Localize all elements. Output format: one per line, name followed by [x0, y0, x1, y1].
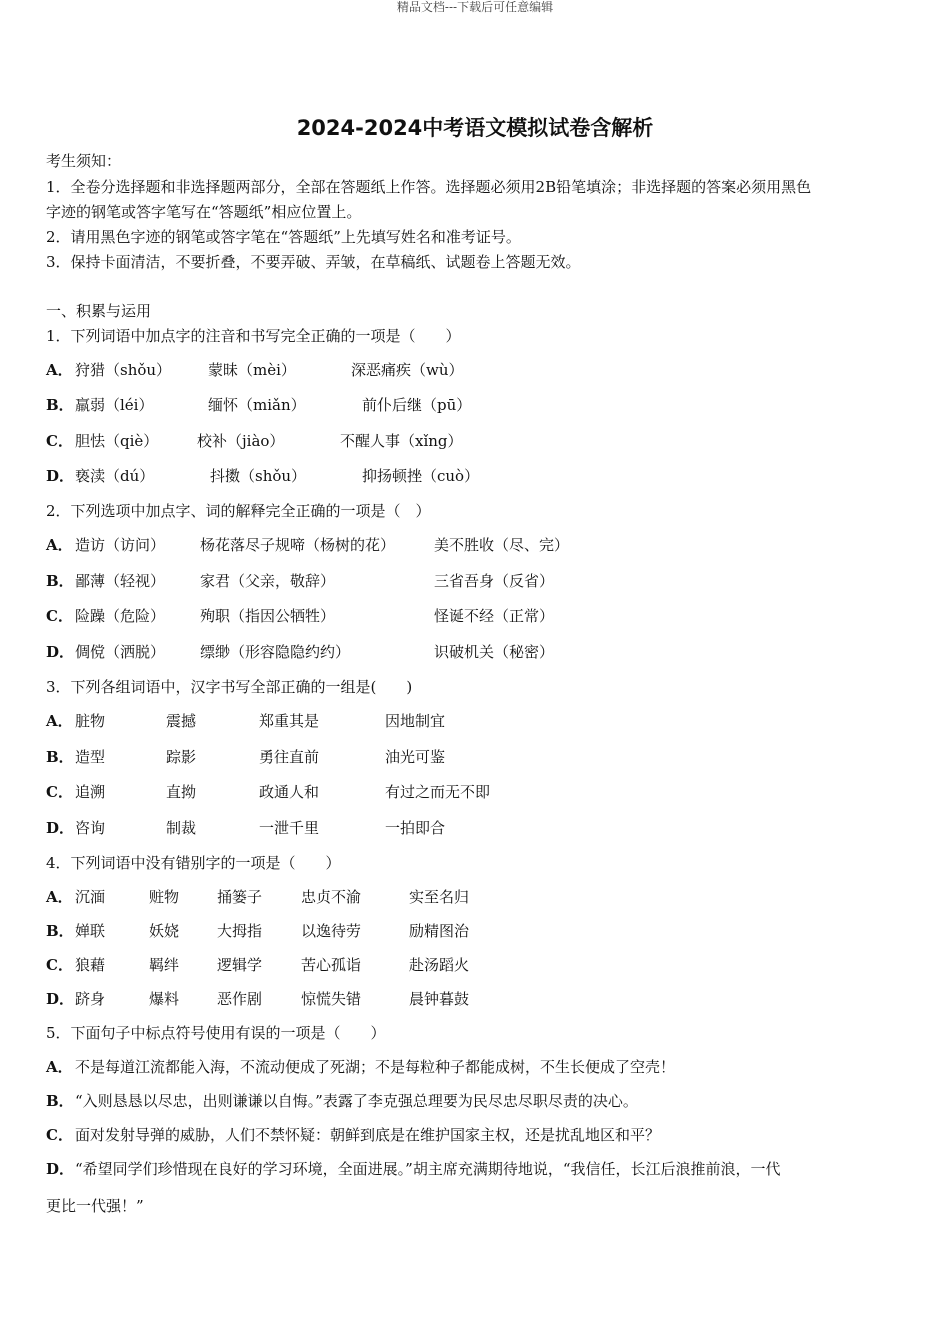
- option-item: 跻身: [75, 990, 106, 1008]
- option-item: 倜傥（洒脱）: [75, 643, 166, 661]
- notice-heading: 考生须知：: [46, 152, 122, 170]
- option-label: C．: [46, 607, 73, 625]
- option-label: B．: [46, 748, 74, 766]
- option-item: 政通人和: [259, 783, 320, 801]
- option-item: 羁绊: [149, 956, 180, 974]
- option-label: A．: [46, 1058, 73, 1076]
- option-label: A．: [46, 712, 73, 730]
- option-item: 亵渎（dú）: [75, 467, 155, 485]
- question-stem: 4．下列词语中没有错别字的一项是（ ）: [46, 854, 341, 872]
- option-item: 缅怀（miǎn）: [208, 396, 306, 414]
- option-item: 造访（访问）: [75, 536, 166, 554]
- option-text: 面对发射导弹的威胁，人们不禁怀疑：朝鲜到底是在维护国家主权，还是扰乱地区和平？: [75, 1126, 661, 1144]
- option-item: 狩猎（shǒu）: [75, 361, 172, 379]
- option-text: 不是每道江流都能入海，不流动便成了死湖；不是每粒种子都能成树，不生长便成了空壳！: [75, 1058, 676, 1076]
- option-label: C．: [46, 1126, 73, 1144]
- option-item: 赴汤蹈火: [409, 956, 470, 974]
- option-item: 因地制宜: [385, 712, 446, 730]
- option-item: 脏物: [75, 712, 106, 730]
- option-item: 妖娆: [149, 922, 180, 940]
- option-item: 直拗: [166, 783, 197, 801]
- option-item: 苦心孤诣: [301, 956, 362, 974]
- option-item: 抖擞（shǒu）: [210, 467, 307, 485]
- option-text-continued: 更比一代强！”: [46, 1197, 144, 1215]
- option-item: 以逸待劳: [301, 922, 362, 940]
- option-item: 制裁: [166, 819, 197, 837]
- notice-item: 3．保持卡面清洁，不要折叠，不要弄破、弄皱，在草稿纸、试题卷上答题无效。: [46, 253, 581, 271]
- option-label: C．: [46, 783, 73, 801]
- option-item: 胆怯（qiè）: [75, 432, 159, 450]
- option-label: D．: [46, 819, 75, 837]
- option-label: B．: [46, 922, 74, 940]
- question-stem: 3．下列各组词语中，汉字书写全部正确的一组是( ): [46, 678, 413, 696]
- option-item: 勇往直前: [259, 748, 320, 766]
- option-item: 震撼: [166, 712, 197, 730]
- notice-item: 字迹的钢笔或答字笔写在“答题纸”相应位置上。: [46, 203, 362, 221]
- notice-item: 1．全卷分选择题和非选择题两部分，全部在答题纸上作答。选择题必须用2B铅笔填涂；非选择题的答案必须用黑色: [46, 178, 812, 196]
- option-item: 有过之而无不即: [385, 783, 491, 801]
- option-item: 缥缈（形容隐隐约约）: [200, 643, 351, 661]
- page-header: 精品文档---下载后可任意编辑: [396, 0, 554, 14]
- option-item: 沉湎: [75, 888, 106, 906]
- option-item: 咨询: [75, 819, 106, 837]
- option-item: 晨钟暮鼓: [409, 990, 470, 1008]
- option-label: A．: [46, 361, 73, 379]
- option-text: “入则恳恳以尽忠，出则谦谦以自悔。”表露了李克强总理要为民尽忠尽职尽责的决心。: [75, 1092, 638, 1110]
- option-item: 忠贞不渝: [301, 888, 362, 906]
- option-item: 一泄千里: [259, 819, 320, 837]
- option-label: B．: [46, 1092, 74, 1110]
- option-item: 三省吾身（反省）: [434, 572, 555, 590]
- option-item: 逻辑学: [217, 956, 263, 974]
- option-item: 励精图治: [409, 922, 470, 940]
- option-item: 抑扬顿挫（cuò）: [362, 467, 480, 485]
- option-item: 前仆后继（pū）: [362, 396, 472, 414]
- option-item: 造型: [75, 748, 106, 766]
- option-label: B．: [46, 396, 74, 414]
- option-label: C．: [46, 956, 73, 974]
- section-heading: 一、积累与运用: [46, 302, 152, 320]
- option-item: 校补（jiào）: [197, 432, 285, 450]
- option-label: C．: [46, 432, 73, 450]
- option-label: D．: [46, 643, 75, 661]
- option-item: 爆料: [149, 990, 180, 1008]
- option-item: 识破机关（秘密）: [434, 643, 555, 661]
- option-item: 踪影: [166, 748, 197, 766]
- page-title: 2024-2024中考语文模拟试卷含解析: [296, 116, 654, 140]
- option-label: A．: [46, 888, 73, 906]
- option-item: 油光可鉴: [385, 748, 446, 766]
- option-item: 羸弱（léi）: [75, 396, 154, 414]
- option-item: 鄙薄（轻视）: [75, 572, 166, 590]
- option-item: 家君（父亲，敬辞）: [200, 572, 336, 590]
- option-item: 恶作剧: [217, 990, 263, 1008]
- option-label: D．: [46, 1160, 75, 1178]
- option-label: D．: [46, 467, 75, 485]
- option-label: A．: [46, 536, 73, 554]
- option-item: 惊慌失错: [301, 990, 362, 1008]
- option-item: 捅篓子: [217, 888, 263, 906]
- option-item: 险躁（危险）: [75, 607, 166, 625]
- notice-item: 2．请用黑色字迹的钢笔或答字笔在“答题纸”上先填写姓名和准考证号。: [46, 228, 521, 246]
- option-item: 狼藉: [75, 956, 106, 974]
- option-item: 不醒人事（xǐng）: [340, 432, 463, 450]
- option-item: 蒙昧（mèi）: [208, 361, 296, 379]
- option-item: 一拍即合: [385, 819, 446, 837]
- option-item: 杨花落尽子规啼（杨树的花）: [200, 536, 396, 554]
- option-item: 郑重其是: [259, 712, 320, 730]
- option-item: 大拇指: [217, 922, 263, 940]
- question-stem: 5．下面句子中标点符号使用有误的一项是（ ）: [46, 1024, 386, 1042]
- option-item: 实至名归: [409, 888, 470, 906]
- option-label: D．: [46, 990, 75, 1008]
- option-item: 追溯: [75, 783, 106, 801]
- question-stem: 1．下列词语中加点字的注音和书写完全正确的一项是（ ）: [46, 327, 461, 345]
- option-item: 深恶痛疾（wù）: [351, 361, 464, 379]
- option-text: “希望同学们珍惜现在良好的学习环境，全面进展。”胡主席充满期待地说，“我信任，长江后浪推前浪，一代: [75, 1160, 781, 1178]
- option-item: 婵联: [75, 922, 106, 940]
- option-label: B．: [46, 572, 74, 590]
- option-item: 赃物: [149, 888, 180, 906]
- option-item: 殉职（指因公牺牲）: [200, 607, 336, 625]
- option-item: 美不胜收（尽、完）: [434, 536, 570, 554]
- question-stem: 2．下列选项中加点字、词的解释完全正确的一项是（ ）: [46, 502, 431, 520]
- option-item: 怪诞不经（正常）: [434, 607, 555, 625]
